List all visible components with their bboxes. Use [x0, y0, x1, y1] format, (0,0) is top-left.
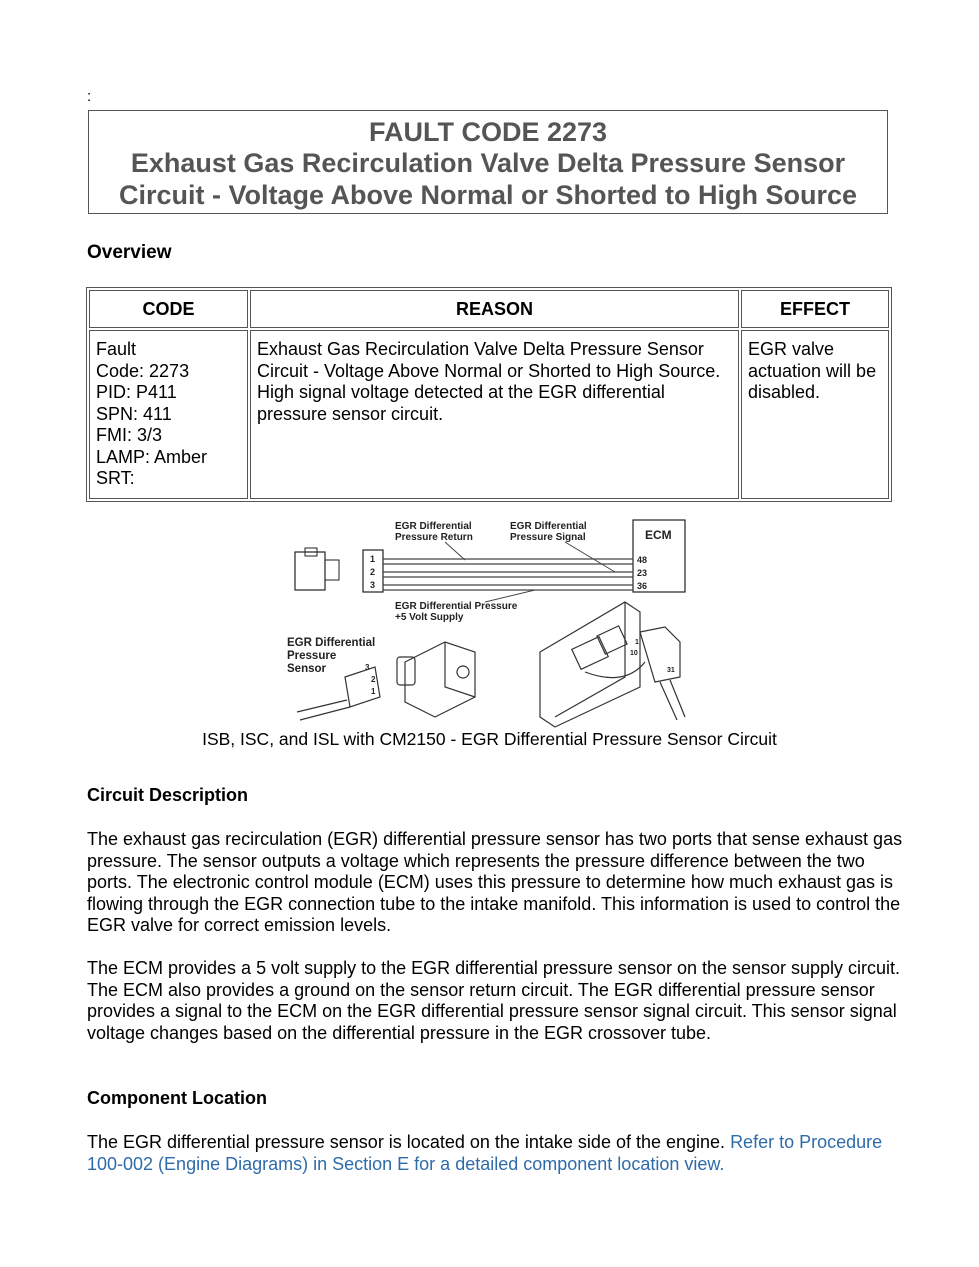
ecm-pin-48: 48: [637, 555, 648, 565]
sensor-connector: [295, 552, 325, 590]
header-reason: REASON: [250, 290, 739, 328]
procedure-link[interactable]: Refer to Procedure 100-002 (Engine Diagrams) in Section E for a detailed component location view.: [87, 1132, 883, 1174]
code-line-spn: SPN: 411: [96, 403, 172, 424]
overview-heading: Overview: [87, 242, 172, 263]
label-return-2: Pressure Return: [395, 532, 473, 543]
label-return-1: EGR Differential: [395, 521, 472, 532]
label-supply-1: EGR Differential Pressure: [395, 601, 518, 612]
fault-description-line2: Circuit - Voltage Above Normal or Shorted to High Source: [118, 180, 858, 210]
sensor-pin-1-small: 1: [371, 687, 376, 696]
fault-code-title: FAULT CODE 2273: [368, 117, 608, 147]
ecm-pin-small-1: 1: [635, 639, 639, 646]
ecm-pin-23: 23: [637, 568, 648, 578]
label-supply-2: +5 Volt Supply: [395, 612, 464, 623]
figure-caption: ISB, ISC, and ISL with CM2150 - EGR Differential Pressure Sensor Circuit: [202, 729, 777, 749]
label-signal-2: Pressure Signal: [510, 532, 586, 543]
component-location-heading: Component Location: [87, 1088, 267, 1108]
fault-description-line1: Exhaust Gas Recirculation Valve Delta Pressure Sensor: [130, 148, 846, 178]
ecm-module-illustration: [540, 602, 685, 727]
code-line-fault: Fault: [96, 339, 137, 359]
leader-signal: [565, 542, 615, 572]
fault-code-table: [86, 287, 892, 502]
effect-cell: EGR valve actuation will be disabled.: [741, 330, 889, 499]
label-sensor-2: Pressure: [287, 650, 337, 662]
component-location-paragraph: [87, 1132, 907, 1175]
sensor-pin-3-small: 3: [365, 663, 370, 672]
code-line-fmi: FMI: 3/3: [96, 425, 163, 445]
circuit-paragraph-2: The ECM provides a 5 volt supply to the EGR differential pressure sensor on the sensor supply circuit. The ECM also provides a ground on the sensor return circuit. The EGR differential pressure sensor provides a signal to the ECM on the EGR differential pressure sensor signal circuit. This sensor signal voltage changes based on the differential pressure in the EGR crossover tube.: [87, 958, 901, 1043]
header-code: CODE: [89, 290, 248, 328]
header-effect: EFFECT: [741, 290, 889, 328]
table-header-row: [89, 290, 889, 328]
connector-latch: [325, 560, 339, 580]
sensor-pin-1: 1: [370, 554, 376, 564]
ecm-pin-36: 36: [637, 581, 648, 591]
code-cell: [89, 330, 248, 499]
fault-title-box: [88, 110, 888, 214]
ecm-pin-small-31: 31: [667, 667, 675, 674]
sensor-pin-2: 2: [370, 567, 376, 577]
code-line-code: Code: 2273: [96, 360, 190, 381]
ecm-label: ECM: [645, 528, 672, 542]
ecm-pin-small-10: 10: [630, 650, 638, 657]
leading-colon: :: [87, 88, 92, 105]
table-row: [89, 330, 889, 499]
circuit-diagram: [285, 512, 705, 728]
sensor-pin-2-small: 2: [371, 675, 376, 684]
sensor-pin-3: 3: [370, 580, 376, 590]
label-sensor-1: EGR Differential: [287, 637, 376, 649]
code-line-pid: PID: P411: [96, 382, 177, 402]
circuit-paragraph-1: The exhaust gas recirculation (EGR) differential pressure sensor has two ports that sense exhaust gas pressure. The sensor outputs a voltage which represents the pressure difference between the two ports. The electronic control module (ECM) uses this pressure to determine how much exhaust gas is flowing through the EGR connection tube to the intake manifold. This information is used to control the EGR valve for correct emission levels.: [87, 829, 903, 935]
label-sensor-3: Sensor: [287, 663, 326, 675]
circuit-description-heading: Circuit Description: [87, 785, 249, 805]
leader-return: [445, 542, 465, 560]
reason-cell: Exhaust Gas Recirculation Valve Delta Pressure Sensor Circuit - Voltage Above Normal or Shorted to High Source. High signal voltage detected at the EGR differential pressure sensor circuit.: [250, 330, 739, 499]
component-location-text: The EGR differential pressure sensor is located on the intake side of the engine.: [87, 1132, 726, 1152]
code-line-srt: SRT:: [96, 468, 135, 488]
code-line-lamp: LAMP: Amber: [96, 446, 208, 467]
label-signal-1: EGR Differential: [510, 521, 587, 532]
